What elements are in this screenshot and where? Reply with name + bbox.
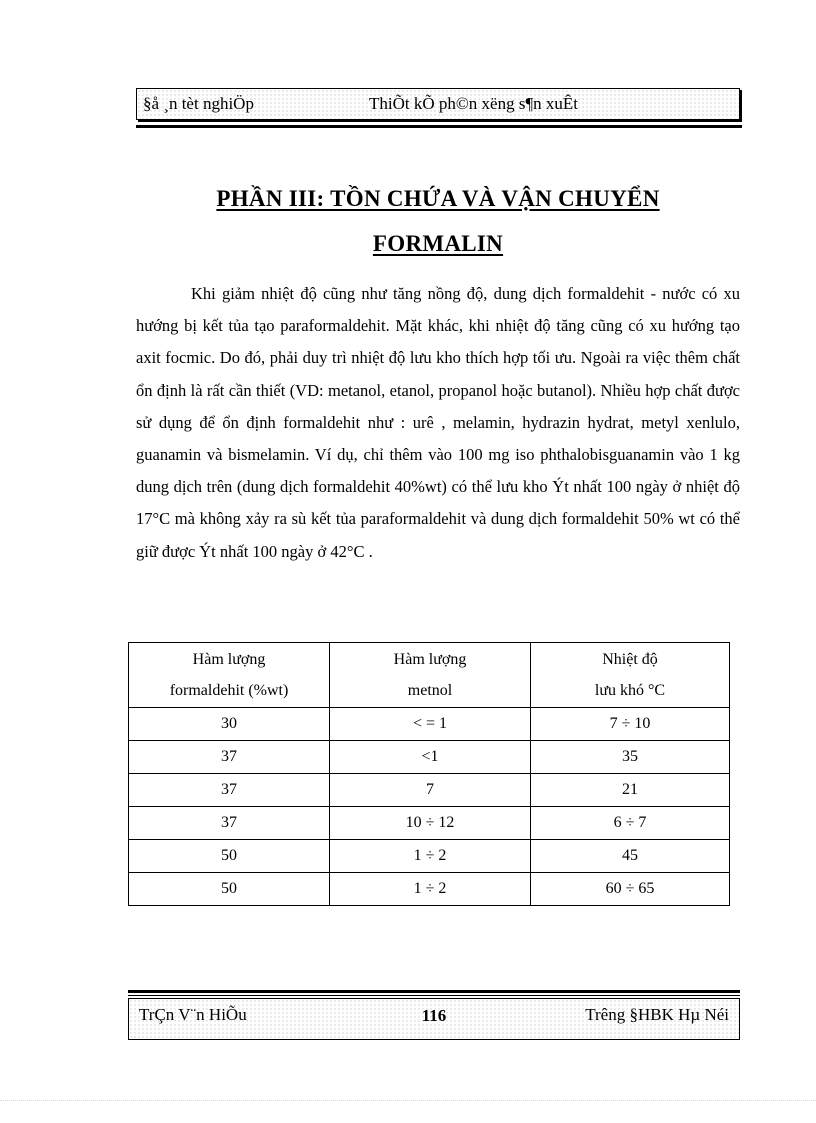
- table-cell: 35: [531, 741, 730, 774]
- table-header-row: [129, 643, 730, 708]
- table-cell: 45: [531, 840, 730, 873]
- table-cell: 10 ÷ 12: [330, 807, 531, 840]
- header-cell-line: metnol: [407, 682, 453, 699]
- table-cell: 60 ÷ 65: [531, 873, 730, 906]
- table-row: [129, 873, 730, 906]
- body-paragraph: Khi giảm nhiệt độ cũng như tăng nồng độ, dung dịch formaldehit - nước có xu hướng bị kết tủa tạo paraformaldehit. Mặt khác, khi nhiệt độ tăng cũng có xu hướng tạo axit focmic. Do đó, phải duy trì nhiệt độ lưu kho thích hợp tối ưu. Ngoài ra việc thêm chất ổn định là rất cần thiết (VD: metanol, etanol, propanol hoặc butanol). Nhiều hợp chất được sử dụng để ổn định formaldehit như : urê , melamin, hydrazin hydrat, metyl xenlulo, guanamin và bismelamin. Ví dụ, chỉ thêm vào 100 mg iso phthalobisguanamin vào 1 kg dung dịch trên (dung dịch formaldehit 40%wt) có thể lưu kho Ýt nhất 100 ngày ở nhiệt độ 17°C mà không xảy ra sù kết tủa paraformaldehit và dung dịch formaldehit 50% wt có thể giữ được Ýt nhất 100 ngày ở 42°C .: [136, 284, 740, 561]
- footer-divider-thin: [128, 995, 740, 996]
- header-cell-line: Hàm lượng: [393, 651, 467, 668]
- table-cell: 37: [129, 774, 330, 807]
- table-cell: 7: [330, 774, 531, 807]
- header-cell-line: formaldehit (%wt): [169, 682, 289, 699]
- table-cell: 30: [129, 708, 330, 741]
- table-row: [129, 741, 730, 774]
- table-row: [129, 807, 730, 840]
- table-cell: 1 ÷ 2: [330, 873, 531, 906]
- page-footer: [128, 998, 740, 1040]
- header-left-text: §å ¸n tèt nghiÖp: [143, 94, 254, 113]
- table-cell: 6 ÷ 7: [531, 807, 730, 840]
- table-cell: 1 ÷ 2: [330, 840, 531, 873]
- table-cell: 21: [531, 774, 730, 807]
- section-title-line-2: FORMALIN: [372, 231, 504, 256]
- table-cell: 37: [129, 741, 330, 774]
- section-title-line-1: PHẦN III: TỒN CHỨA VÀ VẬN CHUYỂN: [216, 186, 660, 211]
- page-number: 116: [421, 1006, 447, 1025]
- footer-divider-thick: [128, 990, 740, 993]
- table-cell: <1: [330, 741, 531, 774]
- header-cell-line: Hàm lượng: [192, 651, 266, 668]
- header-divider: [136, 125, 742, 128]
- table-cell: 37: [129, 807, 330, 840]
- table-cell: < = 1: [330, 708, 531, 741]
- page-edge-line: [0, 1100, 816, 1102]
- storage-conditions-table: [128, 642, 730, 906]
- header-right-text: ThiÕt kÕ ph©n xëng s¶n xuÊt: [369, 94, 579, 113]
- table-row: [129, 708, 730, 741]
- header-methanol-content: [330, 643, 531, 708]
- table-cell: 50: [129, 873, 330, 906]
- table-row: [129, 774, 730, 807]
- footer-institution: Trêng §HBK Hµ Néi: [585, 1005, 729, 1024]
- table-row: [129, 840, 730, 873]
- header-cell-line: lưu khó °C: [594, 682, 666, 699]
- header-cell-line: Nhiệt độ: [602, 651, 658, 668]
- header-storage-temperature: [531, 643, 730, 708]
- header-formaldehyde-content: [129, 643, 330, 708]
- table-cell: 7 ÷ 10: [531, 708, 730, 741]
- footer-author: TrÇn V¨n HiÕu: [139, 1005, 247, 1024]
- table-cell: 50: [129, 840, 330, 873]
- page-header: [136, 88, 740, 120]
